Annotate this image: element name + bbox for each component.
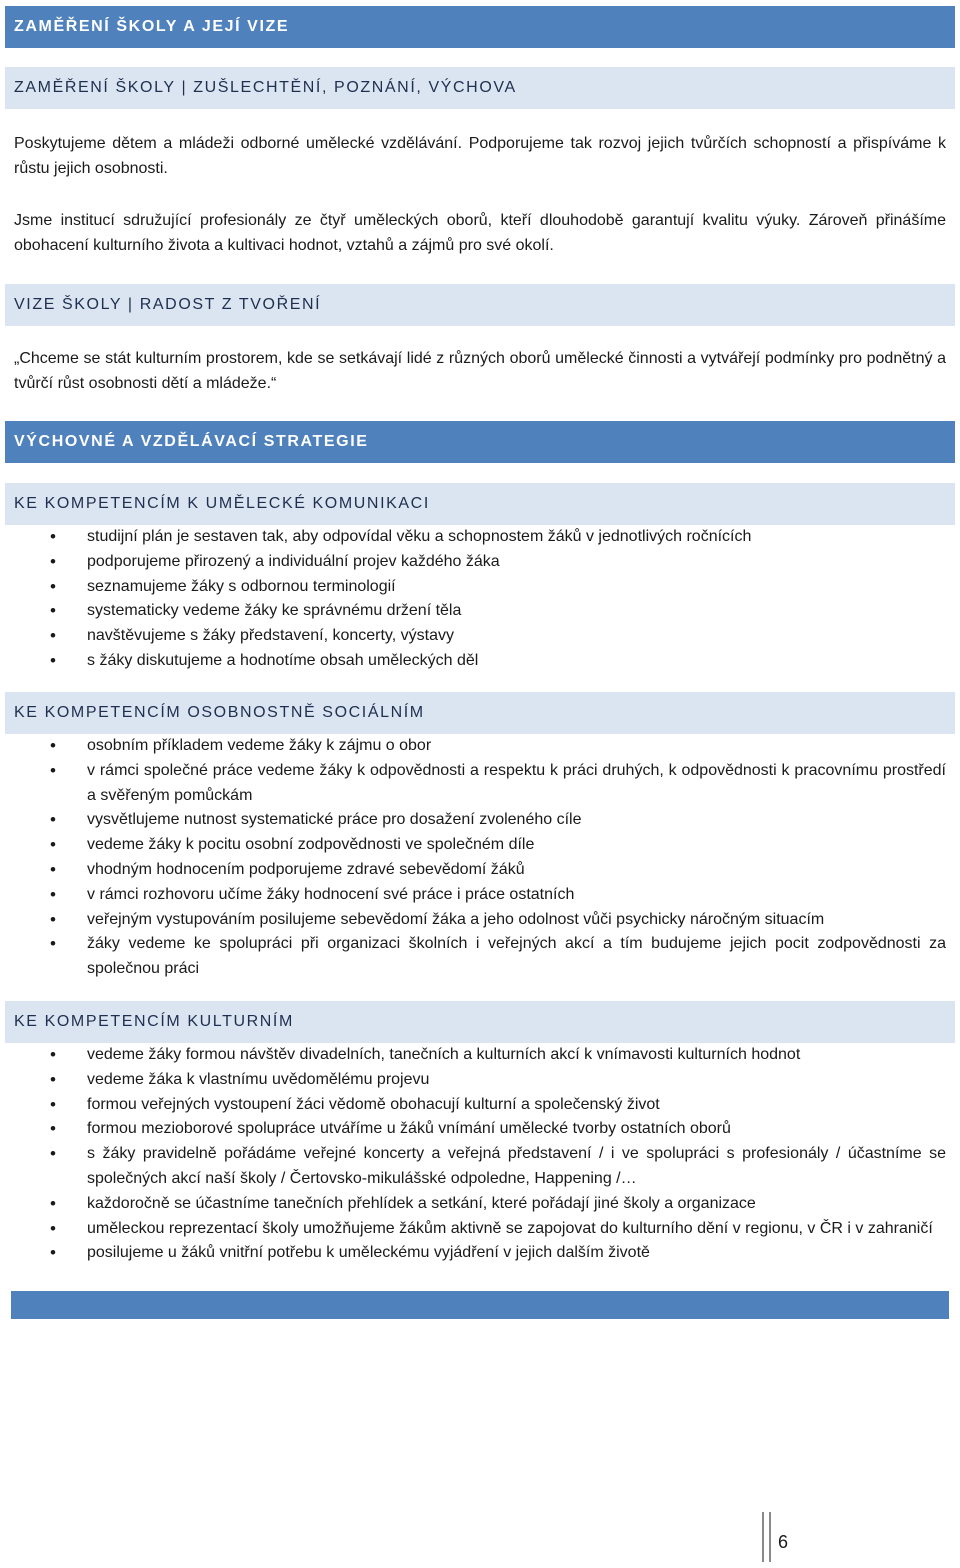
list-item: • formou mezioborové spolupráce utváříme u žáků vnímání umělecké tvorby ostatních oborů (0, 1117, 946, 1142)
list-item: • v rámci společné práce vedeme žáky k odpovědnosti a respektu k práci druhých, k odpovědnosti k pracovnímu prostředí a svěřeným pomůckám (0, 759, 946, 809)
artistic-heading (5, 483, 955, 525)
focus-heading-text: ZAMĚŘENÍ ŠKOLY | ZUŠLECHTĚNÍ, POZNÁNÍ, VÝCHOVA (14, 79, 517, 96)
list-item: • každoročně se účastníme tanečních přehlídek a setkání, které pořádají jiné školy a organizace (0, 1192, 946, 1217)
social-list (0, 734, 946, 982)
page-number-rule (762, 1512, 771, 1562)
list-item: • v rámci rozhovoru učíme žáky hodnocení své práce i práce ostatních (0, 883, 946, 908)
list-item: • veřejným vystupováním posilujeme sebevědomí žáka a jeho odolnost vůči psychicky náročným situacím (0, 908, 946, 933)
vision-quote: „Chceme se stát kulturním prostorem, kde se setkávají lidé z různých oborů umělecké činnosti a vytvářejí podmínky pro podnětný a tvůrčí růst osobnosti dětí a mládeže.“ (14, 350, 946, 392)
vision-heading (5, 284, 955, 326)
list-item: • vedeme žáky formou návštěv divadelních, tanečních a kulturních akcí k vnímavosti kulturních hodnot (0, 1043, 946, 1068)
list-item: • s žáky pravidelně pořádáme veřejné koncerty a veřejná představení / i ve spolupráci s profesionály / účastníme se společných akcí naší školy / Čertovsko-mikulášské odpoledne, Happening /… (0, 1142, 946, 1192)
social-heading-text: KE KOMPETENCÍM OSOBNOSTNĚ SOCIÁLNÍM (14, 704, 425, 721)
strategy-title (5, 421, 955, 463)
list-item: • formou veřejných vystoupení žáci vědomě obohacují kulturní a společenský život (0, 1093, 946, 1118)
list-item: • seznamujeme žáky s odbornou terminologií (0, 575, 946, 600)
page-number: 6 (778, 1532, 789, 1552)
section-title-text: ZAMĚŘENÍ ŠKOLY A JEJÍ VIZE (14, 18, 290, 35)
list-item: • vysvětlujeme nutnost systematické práce pro dosažení zvoleného cíle (0, 808, 946, 833)
list-item: • s žáky diskutujeme a hodnotíme obsah uměleckých děl (0, 649, 946, 674)
cultural-heading (5, 1001, 955, 1043)
vision-heading-text: VIZE ŠKOLY | RADOST Z TVOŘENÍ (14, 296, 322, 313)
list-item: • systematicky vedeme žáky ke správnému držení těla (0, 599, 946, 624)
list-item: • navštěvujeme s žáky představení, koncerty, výstavy (0, 624, 946, 649)
footer-bar (11, 1291, 949, 1319)
list-item: • vhodným hodnocením podporujeme zdravé sebevědomí žáků (0, 858, 946, 883)
list-item: • vedeme žáky k pocitu osobní zodpovědnosti ve společném díle (0, 833, 946, 858)
list-item: • vedeme žáka k vlastnímu uvědomělému projevu (0, 1068, 946, 1093)
list-item: • žáky vedeme ke spolupráci při organizaci školních i veřejných akcí a tím budujeme jejich pocit zodpovědnosti za společnou práci (0, 932, 946, 982)
artistic-list (0, 525, 946, 674)
artistic-heading-text: KE KOMPETENCÍM K UMĚLECKÉ KOMUNIKACI (14, 495, 430, 512)
focus-heading (5, 67, 955, 109)
focus-paragraph-1: Poskytujeme dětem a mládeži odborné umělecké vzdělávání. Podporujeme tak rozvoj jejich tvůrčích schopností a přispíváme k růstu jejich osobnosti. (14, 135, 946, 177)
list-item: • osobním příkladem vedeme žáky k zájmu o obor (0, 734, 946, 759)
strategy-title-text: VÝCHOVNÉ A VZDĚLÁVACÍ STRATEGIE (14, 433, 369, 450)
list-item: • podporujeme přirozený a individuální projev každého žáka (0, 550, 946, 575)
list-item: • uměleckou reprezentací školy umožňujeme žákům aktivně se zapojovat do kulturního dění v regionu, v ČR i v zahraničí (0, 1217, 946, 1242)
social-heading (5, 692, 955, 734)
section-title (5, 6, 955, 48)
list-item: • studijní plán je sestaven tak, aby odpovídal věku a schopnostem žáků v jednotlivých ročnících (0, 525, 946, 550)
cultural-list (0, 1043, 946, 1266)
list-item: • posilujeme u žáků vnitřní potřebu k uměleckému vyjádření v jejich dalším životě (0, 1241, 946, 1266)
focus-paragraph-2: Jsme institucí sdružující profesionály ze čtyř uměleckých oborů, kteří dlouhodobě garantují kvalitu výuky. Zároveň přinášíme obohacení kulturního života a kultivaci hodnot, vztahů a zájmů pro své okolí. (14, 212, 946, 254)
cultural-heading-text: KE KOMPETENCÍM KULTURNÍM (14, 1013, 294, 1030)
